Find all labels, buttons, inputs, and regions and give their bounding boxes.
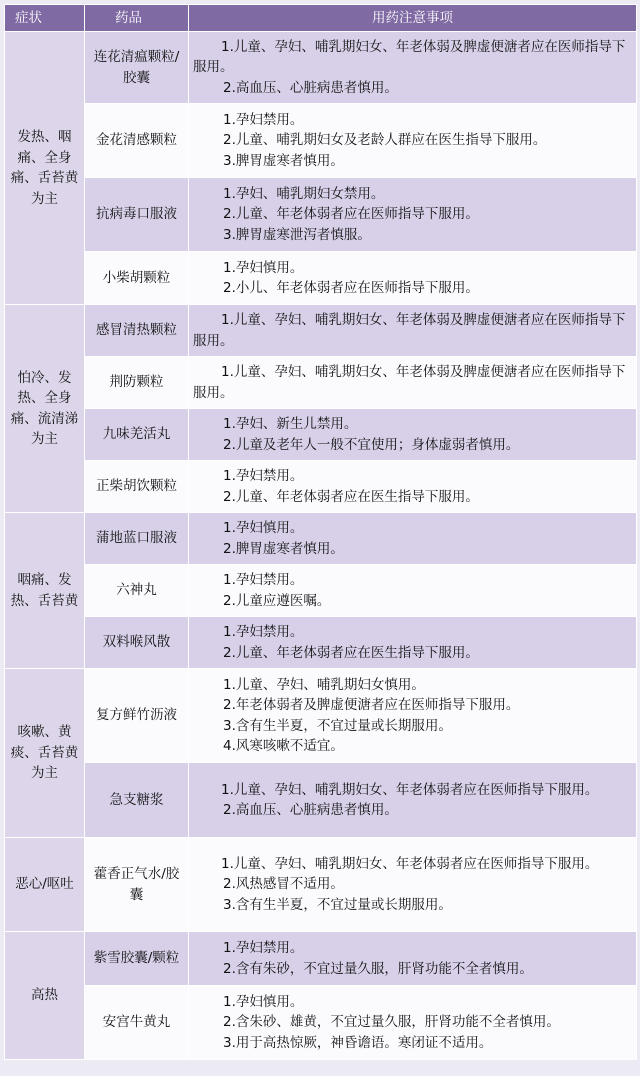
table-row [5,178,637,252]
note-line: 1.孕妇、哺乳期妇女禁用。 [223,185,385,202]
table-row [5,513,637,565]
note-line: 3.脾胃虚寒泄泻者慎服。 [223,226,371,243]
note-line: 3.脾胃虚寒者慎用。 [223,152,344,169]
table-header-row [5,5,637,32]
note-line: 1.儿童、孕妇、哺乳期妇女慎用。 [223,676,425,693]
table-row [5,409,637,461]
drug-name: 感冒清热颗粒 [85,305,189,357]
table-row [5,461,637,513]
table-row [5,252,637,305]
symptom-cell: 咽痛、发热、舌苔黄 [5,513,85,669]
notes-cell [189,357,637,409]
table-row [5,617,637,669]
table-row [5,357,637,409]
notes-cell [189,669,637,763]
notes-cell [189,513,637,565]
drug-name: 金花清感颗粒 [85,104,189,178]
notes-cell [189,461,637,513]
note-line: 1.孕妇慎用。 [223,259,304,276]
notes-cell [189,178,637,252]
drug-name: 连花清瘟颗粒/胶囊 [85,32,189,104]
drug-name: 抗病毒口服液 [85,178,189,252]
drug-name: 蒲地蓝口服液 [85,513,189,565]
drug-name: 藿香正气水/胶囊 [85,838,189,932]
medication-table [4,4,637,1060]
header-drug: 药品 [85,5,189,32]
note-line: 3.用于高热惊厥，神昏谵语。寒闭证不适用。 [223,1034,493,1051]
notes-cell [189,104,637,178]
header-notes: 用药注意事项 [189,5,637,32]
note-line: 2.高血压、心脏病患者慎用。 [223,79,398,96]
notes-cell [189,252,637,305]
notes-cell [189,932,637,986]
header-symptom: 症状 [5,5,85,32]
note-line: 1.孕妇禁用。 [223,624,304,640]
table-row [5,104,637,178]
note-line: 1.儿童、孕妇、哺乳期妇女、年老体弱及脾虚便溏者应在医师指导下服用。 [193,364,626,401]
drug-name: 荆防颗粒 [85,357,189,409]
note-line: 3.含有生半夏，不宜过量或长期服用。 [223,717,452,734]
symptom-cell: 咳嗽、黄痰、舌苔黄为主 [5,669,85,838]
note-line: 1.孕妇禁用。 [223,468,304,484]
drug-name: 小柴胡颗粒 [85,252,189,305]
notes-cell [189,305,637,357]
table-row [5,305,637,357]
drug-name: 正柴胡饮颗粒 [85,461,189,513]
note-line: 2.儿童、哺乳期妇女及老龄人群应在医生指导下服用。 [223,132,547,149]
table-row [5,838,637,932]
symptom-cell: 恶心/呕吐 [5,838,85,932]
notes-cell [189,986,637,1060]
notes-cell [189,565,637,617]
note-line: 2.儿童、年老体弱者应在医师指导下服用。 [223,206,479,223]
drug-name: 双料喉风散 [85,617,189,669]
table-row [5,763,637,838]
table-row [5,565,637,617]
notes-cell [189,32,637,104]
note-line: 2.儿童、年老体弱者应在医生指导下服用。 [223,488,479,505]
note-line: 2.高血压、心脏病患者慎用。 [223,802,398,818]
symptom-cell: 怕冷、发热、全身痛、流清涕为主 [5,305,85,513]
note-line: 3.含有生半夏，不宜过量或长期服用。 [223,896,452,913]
note-line: 1.孕妇禁用。 [223,111,304,128]
drug-name: 六神丸 [85,565,189,617]
drug-name: 急支糖浆 [85,763,189,838]
table-row [5,986,637,1060]
note-line: 1.儿童、孕妇、哺乳期妇女、年老体弱及脾虚便溏者应在医师指导下服用。 [193,312,626,349]
note-line: 2.脾胃虚寒者慎用。 [223,540,344,557]
note-line: 2.儿童及老年人一般不宜使用；身体虚弱者慎用。 [223,436,520,453]
note-line: 1.儿童、孕妇、哺乳期妇女、年老体弱者应在医师指导下服用。 [221,855,599,872]
note-line: 2.儿童应遵医嘱。 [223,592,331,609]
note-line: 2.小儿、年老体弱者应在医师指导下服用。 [223,280,479,296]
note-line: 1.儿童、孕妇、哺乳期妇女、年老体弱者应在医师指导下服用。 [221,781,599,798]
note-line: 2.年老体弱者及脾虚便溏者应在医师指导下服用。 [223,697,520,713]
notes-cell [189,409,637,461]
notes-cell [189,763,637,838]
drug-name: 安宫牛黄丸 [85,986,189,1060]
note-line: 1.孕妇慎用。 [223,993,304,1010]
note-line: 2.含朱砂、雄黄，不宜过量久服，肝肾功能不全者慎用。 [223,1014,560,1031]
symptom-cell: 高热 [5,932,85,1060]
note-line: 2.儿童、年老体弱者应在医生指导下服用。 [223,644,479,661]
notes-cell [189,617,637,669]
table-row [5,669,637,763]
note-line: 4.风寒咳嗽不适宜。 [223,738,344,754]
note-line: 1.儿童、孕妇、哺乳期妇女、年老体弱及脾虚便溏者应在医师指导下服用。 [193,38,626,76]
note-line: 1.孕妇、新生儿禁用。 [223,416,358,432]
note-line: 2.含有朱砂，不宜过量久服，肝肾功能不全者慎用。 [223,960,533,977]
notes-cell [189,838,637,932]
table-row [5,932,637,986]
note-line: 1.孕妇禁用。 [223,572,304,588]
drug-name: 复方鲜竹沥液 [85,669,189,763]
note-line: 1.孕妇慎用。 [223,520,304,536]
table-row [5,32,637,104]
drug-name: 九味羌活丸 [85,409,189,461]
note-line: 2.风热感冒不适用。 [223,876,344,893]
symptom-cell: 发热、咽痛、全身痛、舌苔黄为主 [5,32,85,305]
note-line: 1.孕妇禁用。 [223,940,304,956]
drug-name: 紫雪胶囊/颗粒 [85,932,189,986]
